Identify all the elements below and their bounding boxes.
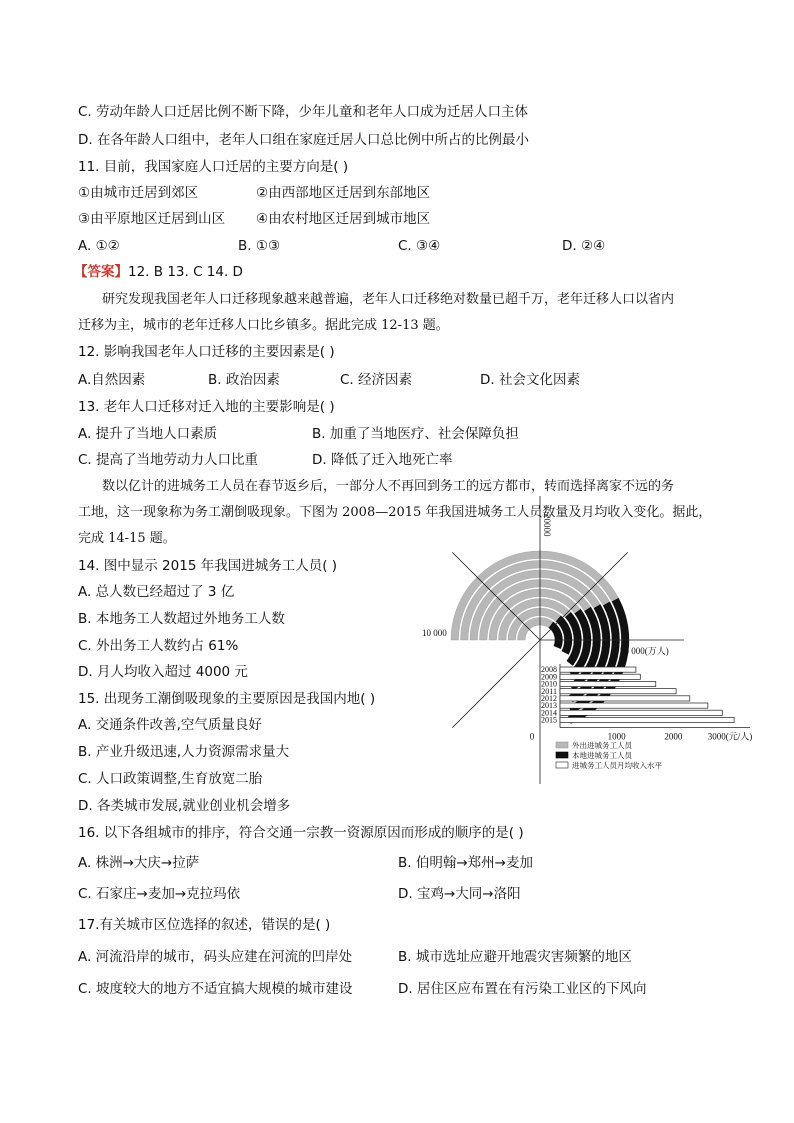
q15-option-a: A. 交通条件改善,空气质量良好 [78,717,262,733]
q15-stem: 15. 出现务工潮倒吸现象的主要原因是我国内地( ) [78,691,376,707]
passage1-line1: 研究发现我国老年人口迁移现象越来越普遍，老年人口迁移绝对数量已超千万，老年迁移人口以省内 [102,292,675,307]
q16-option-a: A. 株洲→大庆→拉萨 [78,855,200,871]
income-bar-2015 [560,717,734,722]
q15-option-d: D. 各类城市发展,就业创业机会增多 [78,798,291,814]
income-bar-2014 [560,710,722,715]
income-bar-2010 [560,681,656,686]
income-bar-2012 [560,696,690,701]
q11-item-2: ②由西部地区迁居到东部地区 [256,185,431,201]
q11-option-d: D. ②④ [562,238,606,254]
q13-option-c: C. 提高了当地劳动力人口比重 [78,452,259,468]
year-label-2013: 2013 [541,701,557,711]
passage2-line3: 完成 14-15 题。 [78,531,176,546]
q17-option-d: D. 居住区应布置在有污染工业区的下风向 [398,981,647,997]
q12-option-d: D. 社会文化因素 [480,372,580,388]
guide-line-3 [452,640,540,728]
q14-option-b: B. 本地务工人数超过外地务工人数 [78,611,285,627]
q14-option-d: D. 月人均收入超过 4000 元 [78,664,248,680]
q13-option-a: A. 提升了当地人口素质 [78,426,218,442]
q12-option-a: A.自然因素 [78,372,146,388]
passage2-line1: 数以亿计的进城务工人员在春节返乡后，一部分人不再回到务工的远方都市，转而选择离家不远的务 [102,479,675,494]
q11-option-b: B. ①③ [238,238,281,254]
radial-tick-20000: 20000 [542,514,552,537]
q13-stem: 13. 老年人口迁移对迁入地的主要影响是( ) [78,399,335,415]
year-label-2009: 2009 [541,672,557,682]
legend-swatch-1 [556,742,568,748]
q12-stem: 12. 影响我国老年人口迁移的主要因素是( ) [78,344,335,360]
income-bar-2008 [560,667,636,672]
income-bar-2011 [560,689,676,694]
q15-option-c: C. 人口政策调整,生育放宽二胎 [78,771,263,787]
q17-option-c: C. 坡度较大的地方不适宜搞大规模的城市建设 [78,981,353,997]
q12-option-c: C. 经济因素 [340,372,413,388]
q14-stem: 14. 图中显示 2015 年我国进城务工人员( ) [78,558,338,574]
q14-option-c: C. 外出务工人数约占 61% [78,638,239,654]
q11-item-1: ①由城市迁居到郊区 [78,185,199,201]
answer-text: 12. B 13. C 14. D [128,264,243,280]
q12-option-b: B. 政治因素 [208,372,280,388]
q11-item-4: ④由农村地区迁居到城市地区 [256,211,431,227]
legend-label-3: 进城务工人员月均收入水平 [572,761,662,770]
radial-tick-30000: 30 000(万人) [620,646,669,656]
passage2-line2: 工地，这一现象称为务工潮倒吸现象。下图为 2008—2015 年我国进城务工人员数量及月均收入变化。据此， [78,505,712,520]
answer-tag: 【答案】 [74,264,128,280]
q13-option-d: D. 降低了迁入地死亡率 [312,452,453,468]
income-tick-1: 1000 [607,731,626,742]
q15-option-b: B. 产业升级迅速,人力资源需求量大 [78,744,290,760]
income-bar-2009 [560,674,640,679]
income-bar-2013 [560,703,708,708]
legend-swatch-2 [556,752,568,758]
legend-label-1: 外出进城务工人员 [572,741,632,750]
q16-option-b: B. 伯明翰→郑州→麦加 [398,855,533,871]
year-label-2011: 2011 [541,686,557,696]
q17-option-b: B. 城市选址应避开地震灾害频繁的地区 [398,949,632,965]
year-label-2012: 2012 [541,694,557,703]
q10-option-d: D. 在各年龄人口组中，老年人口组在家庭迁居人口总比例中所占的比例最小 [78,132,529,148]
income-tick-0: 0 [529,731,535,742]
legend-swatch-3 [556,762,568,768]
q10-option-c: C. 劳动年龄人口迁居比例不断下降，少年儿童和老年人口成为迁居人口主体 [78,104,529,120]
q17-stem: 17.有关城市区位选择的叙述，错误的是( ) [78,917,331,933]
year-label-2014: 2014 [541,708,557,718]
passage1-line2: 迁移为主，城市的老年迁移人口比乡镇多。据此完成 12-13 题。 [78,318,449,333]
q16-option-c: C. 石家庄→麦加→克拉玛依 [78,886,241,902]
year-label-2015: 2015 [541,715,557,725]
year-label-2008: 2008 [541,665,557,675]
q11-stem: 11. 目前，我国家庭人口迁居的主要方向是( ) [78,159,349,175]
radial-tick-10000: 10 000 [422,628,447,638]
q16-stem: 16. 以下各组城市的排序，符合交通一宗教一资源原因而形成的顺序的是( ) [78,825,524,841]
legend-label-2: 本地进城务工人员 [572,751,632,760]
year-label-2010: 2010 [541,679,557,689]
q14-option-a: A. 总人数已经超过了 3 亿 [78,584,235,600]
q13-option-b: B. 加重了当地医疗、社会保障负担 [312,426,519,442]
q11-item-3: ③由平原地区迁居到山区 [78,211,226,227]
q11-option-a: A. ①② [78,238,120,254]
q11-option-c: C. ③④ [398,238,441,254]
q17-option-a: A. 河流沿岸的城市，码头应建在河流的凹岸处 [78,949,353,965]
income-tick-2: 2000 [664,731,683,742]
q16-option-d: D. 宝鸡→大同→洛阳 [398,886,521,902]
income-tick-3: 3000(元/人) [707,731,753,742]
